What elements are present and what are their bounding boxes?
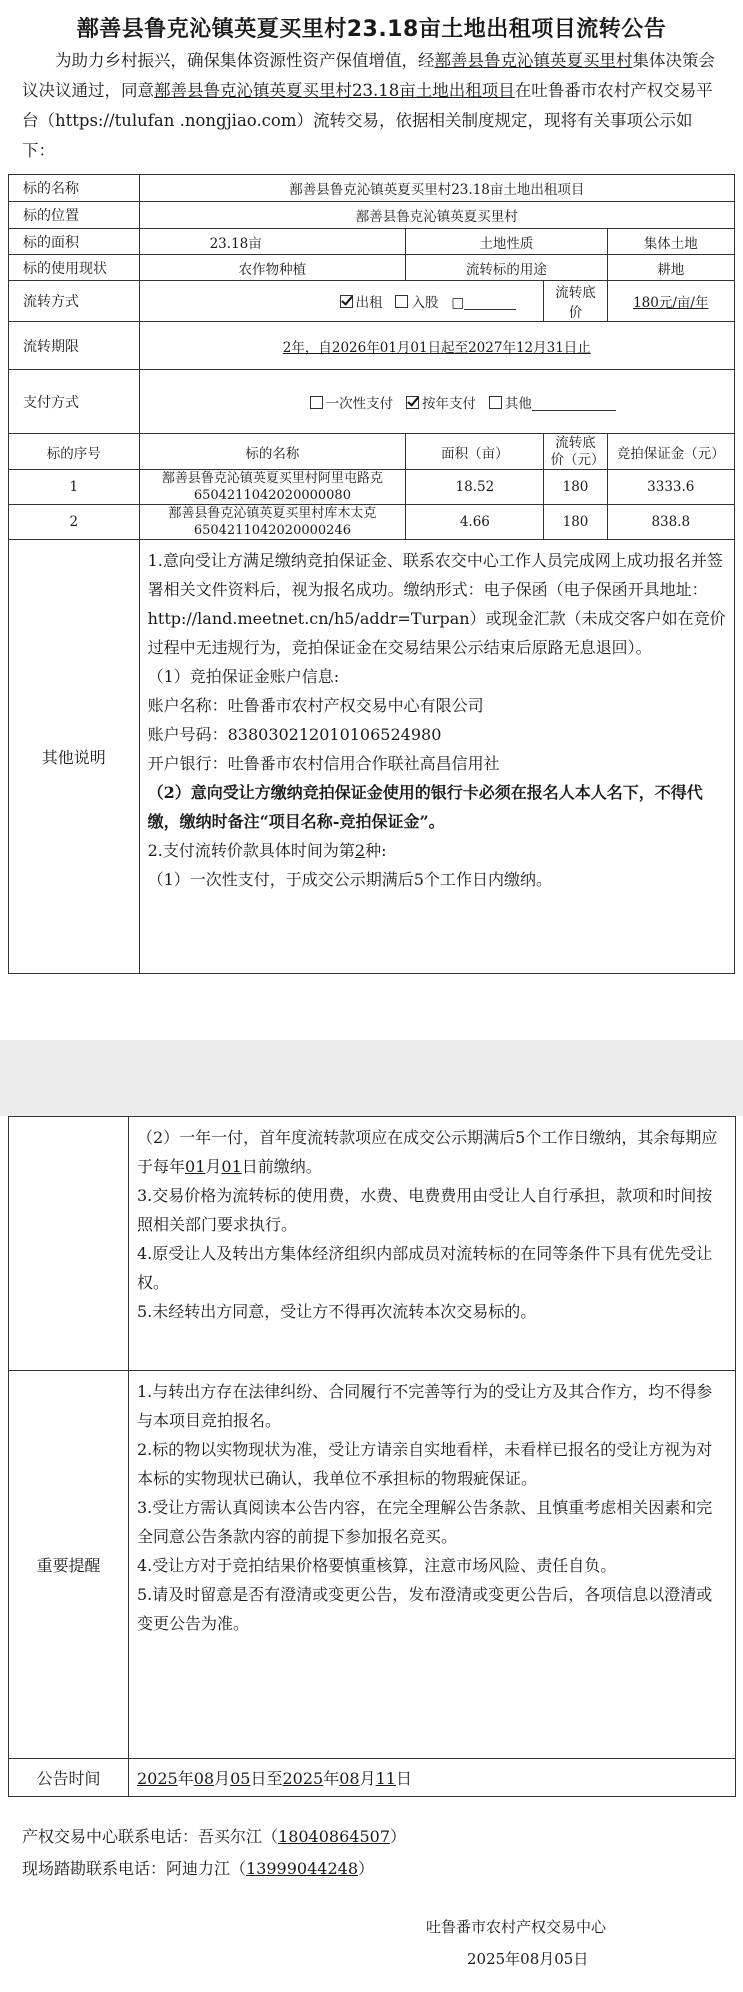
page-gap	[0, 1040, 743, 1116]
method-blank	[464, 309, 516, 310]
contact-site-survey: 现场踏勘联系电话：阿迪力江（13999044248）	[22, 1859, 375, 1878]
reminder-3: 3.受让方需认真阅读本公告内容，在完全理解公告条款、且慎重考虑相关因素和完全同意公告条款内容的前提下参加报名竞买。	[137, 1498, 713, 1546]
reminder-label: 重要提醒	[9, 1371, 129, 1759]
reminder-content	[129, 1371, 736, 1759]
lot-name: 鄯善县鲁克沁镇英夏买里村阿里屯路克 6504211042020000080	[139, 470, 406, 505]
payment-label: 支付方式	[9, 370, 140, 434]
reminder-1: 1.与转出方存在法律纠纷、合同履行不完善等行为的受让方及其合作方，均不得参与本项目竞拍报名。	[137, 1382, 713, 1430]
status-value: 农作物种植	[139, 255, 406, 281]
intro-text-1: 为助力乡村振兴，确保集体资源性资产保值增值，经	[55, 51, 435, 70]
account-name: 账户名称：吐鲁番市农村产权交易中心有限公司	[147, 696, 484, 715]
contact-trading-center: 产权交易中心联系电话：吾买尔江（18040864507）	[22, 1827, 407, 1846]
notice-time-value: 2025年08月05日至2025年08月11日	[129, 1759, 736, 1797]
lot-header-price: 流转底价（元）	[544, 434, 607, 470]
payment-options	[139, 370, 734, 434]
other-note-annual: （2）一年一付，首年度流转款项应在成交公示期满后5个工作日缴纳，其余每期应于每年01月01日前缴纳。	[137, 1128, 718, 1176]
other-note-1: 1.意向受让方满足缴纳竞拍保证金、联系农交中心工作人员完成网上成功报名并签署相关文件资料后，视为报名成功。缴纳形式：电子保函（电子保函开具地址：http://land.meetnet.cn/h5/addr=Turpan）或现金汇款（未成交客户如在竞价过程中无违规行为，竞拍保证金在交易结果公示结束后原路无息退回）。	[147, 551, 726, 657]
lot-header-no: 标的序号	[9, 434, 140, 470]
pay-opt-annual: 按年支付	[421, 395, 476, 412]
method-label: 流转方式	[9, 281, 140, 322]
other-notes-label: 其他说明	[9, 540, 140, 974]
reminder-5: 5.请及时留意是否有澄清或变更公告，发布澄清或变更公告后，各项信息以澄清或变更公告为准。	[137, 1585, 713, 1633]
location-label: 标的位置	[9, 202, 140, 229]
pay-blank	[532, 410, 616, 411]
document-page-2	[0, 1116, 743, 1992]
base-price-label: 流转底价	[544, 281, 607, 322]
other-note-payment-type: 2.支付流转价款具体时间为第2种:	[147, 841, 387, 860]
other-note-bold: （2）意向受让方缴纳竞拍保证金使用的银行卡必须在报名人本人名下，不得代缴，缴纳时备注“项目名称-竞拍保证金”。	[147, 783, 703, 831]
lot-price: 180	[544, 470, 607, 505]
checkbox-share	[395, 295, 408, 308]
signature-date: 2025年08月05日	[467, 1950, 589, 1968]
base-price-value: 180元/亩/年	[607, 281, 734, 322]
notice-table-continued	[8, 1116, 736, 1797]
lot-name: 鄯善县鲁克沁镇英夏买里村库木太克 6504211042020000246	[139, 505, 406, 540]
contact-phone-1[interactable]: 18040864507	[278, 1827, 390, 1846]
notice-time-label: 公告时间	[9, 1759, 129, 1797]
other-note-3: 3.交易价格为流转标的使用费，水费、电费费用由受让人自行承担，款项和时间按照相关部门要求执行。	[137, 1186, 713, 1234]
notice-title: 鄯善县鲁克沁镇英夏买里村23.18亩土地出租项目流转公告	[76, 17, 667, 42]
project-info-table	[8, 174, 735, 974]
lot-no: 1	[9, 470, 140, 505]
land-nature-value: 集体土地	[607, 229, 734, 255]
intro-text-3: 在吐鲁番市农村产权交易平台（https://tulufan .nongjiao.com）流转交易，依据相关制度规定，现将有关事项公示如下：	[22, 81, 713, 160]
name-value: 鄯善县鲁克沁镇英夏买里村23.18亩土地出租项目	[139, 175, 734, 202]
use-value: 耕地	[607, 255, 734, 281]
account-number: 账户号码：838030212010106524980	[147, 725, 442, 744]
other-note-4: 4.原受让人及转出方集体经济组织内部成员对流转标的在同等条件下具有优先受让权。	[137, 1244, 713, 1292]
other-note-2: （1）竞拍保证金账户信息:	[147, 667, 340, 686]
intro-village: 鄯善县鲁克沁镇英夏买里村	[434, 51, 633, 70]
lot-area: 18.52	[406, 470, 544, 505]
reminder-4: 4.受让方对于竞拍结果价格要慎重核算，注意市场风险、责任自负。	[137, 1556, 617, 1575]
checkbox-lump-sum	[310, 396, 323, 409]
lot-area: 4.66	[406, 505, 544, 540]
name-label: 标的名称	[9, 175, 140, 202]
reminder-2: 2.标的物以实物现状为准，受让方请亲自实地看样，未看样已报名的受让方视为对本标的实物现状已确认，我单位不承担标的物瑕疵保证。	[137, 1440, 713, 1488]
lot-no: 2	[9, 505, 140, 540]
lot-deposit: 3333.6	[607, 470, 734, 505]
lot-header-area: 面积（亩）	[406, 434, 544, 470]
other-notes-content	[139, 540, 734, 974]
other-notes-continued	[129, 1117, 736, 1371]
period-value: 2年，自2026年01月01日起至2027年12月31日止	[139, 322, 734, 370]
pay-opt-lump: 一次性支付	[325, 395, 394, 412]
continued-label-cell	[9, 1117, 129, 1371]
intro-text-2: 集体决策会议决议通过，同意	[22, 51, 715, 100]
other-note-5: 5.未经转出方同意，受让方不得再次流转本次交易标的。	[137, 1302, 537, 1321]
area-value: 23.18亩	[139, 229, 406, 255]
table-row	[9, 470, 735, 505]
lot-deposit: 838.8	[607, 505, 734, 540]
method-opt-share: 入股	[411, 295, 439, 311]
intro-paragraph	[22, 46, 722, 166]
area-label: 标的面积	[9, 229, 140, 255]
pay-opt-other: 其他	[504, 395, 532, 412]
method-options	[139, 281, 544, 322]
land-nature-label: 土地性质	[406, 229, 607, 255]
period-label: 流转期限	[9, 322, 140, 370]
location-value: 鄯善县鲁克沁镇英夏买里村	[139, 202, 734, 229]
lot-header-name: 标的名称	[139, 434, 406, 470]
lot-price: 180	[544, 505, 607, 540]
lot-header-deposit: 竞拍保证金（元）	[607, 434, 734, 470]
use-label: 流转标的用途	[406, 255, 607, 281]
method-opt-other-box: □	[451, 295, 465, 311]
status-label: 标的使用现状	[9, 255, 140, 281]
checkbox-other	[489, 396, 502, 409]
contact-phone-2[interactable]: 13999044248	[246, 1859, 358, 1878]
signature-org: 吐鲁番市农村产权交易中心	[426, 1918, 607, 1936]
checkbox-lease	[340, 295, 353, 308]
checkbox-annual	[406, 396, 419, 409]
intro-project: 鄯善县鲁克沁镇英夏买里村23.18亩土地出租项目	[154, 81, 515, 100]
account-bank: 开户银行：吐鲁番市农村信用合作联社高昌信用社	[147, 754, 500, 773]
other-note-lump-sum: （1）一次性支付，于成交公示期满后5个工作日内缴纳。	[147, 870, 552, 889]
method-opt-lease: 出租	[355, 295, 383, 311]
table-row	[9, 505, 735, 540]
